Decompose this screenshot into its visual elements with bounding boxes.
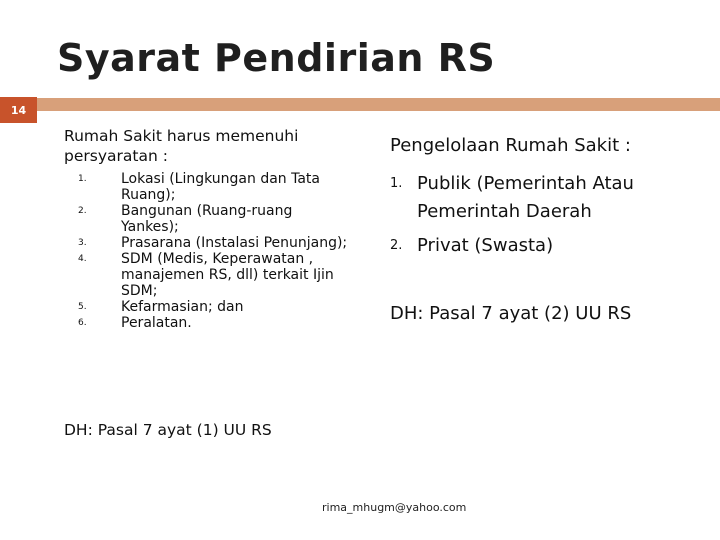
list-item [78,171,348,203]
list-number: 2. [78,206,87,216]
list-text: Publik (Pemerintah Atau Pemerintah Daerah [417,173,634,222]
list-item [390,170,690,226]
slide-title: Syarat Pendirian RS [57,36,496,80]
list-item [78,315,348,331]
list-item [78,235,348,251]
requirements-list [78,171,348,331]
left-intro: Rumah Sakit harus memenuhi persyaratan : [64,127,299,165]
right-heading: Pengelolaan Rumah Sakit : [390,135,631,156]
slide-number-badge: 14 [0,97,37,123]
list-text: Prasarana (Instalasi Penunjang); [121,235,348,251]
list-item [78,299,348,315]
list-item [78,251,348,299]
list-number: 1. [78,174,87,184]
list-number: 3. [78,238,87,248]
list-text: SDM (Medis, Keperawatan , manajemen RS, dll) terkait Ijin SDM; [121,251,334,299]
list-item [78,203,348,235]
list-text: Lokasi (Lingkungan dan Tata Ruang); [121,171,320,203]
list-number: 2. [390,238,403,253]
management-list [390,170,690,266]
footer-email: rima_mhugm@yahoo.com [322,501,467,514]
list-text: Bangunan (Ruang-ruang Yankes); [121,203,293,235]
list-number: 1. [390,176,403,191]
list-number: 6. [78,318,87,328]
list-text: Privat (Swasta) [417,235,554,256]
left-reference: DH: Pasal 7 ayat (1) UU RS [64,421,272,439]
list-number: 4. [78,254,87,264]
list-text: Peralatan. [121,315,192,331]
list-item [390,232,690,260]
title-rule [37,98,720,111]
list-number: 5. [78,302,87,312]
list-text: Kefarmasian; dan [121,299,244,315]
right-reference: DH: Pasal 7 ayat (2) UU RS [390,303,632,324]
